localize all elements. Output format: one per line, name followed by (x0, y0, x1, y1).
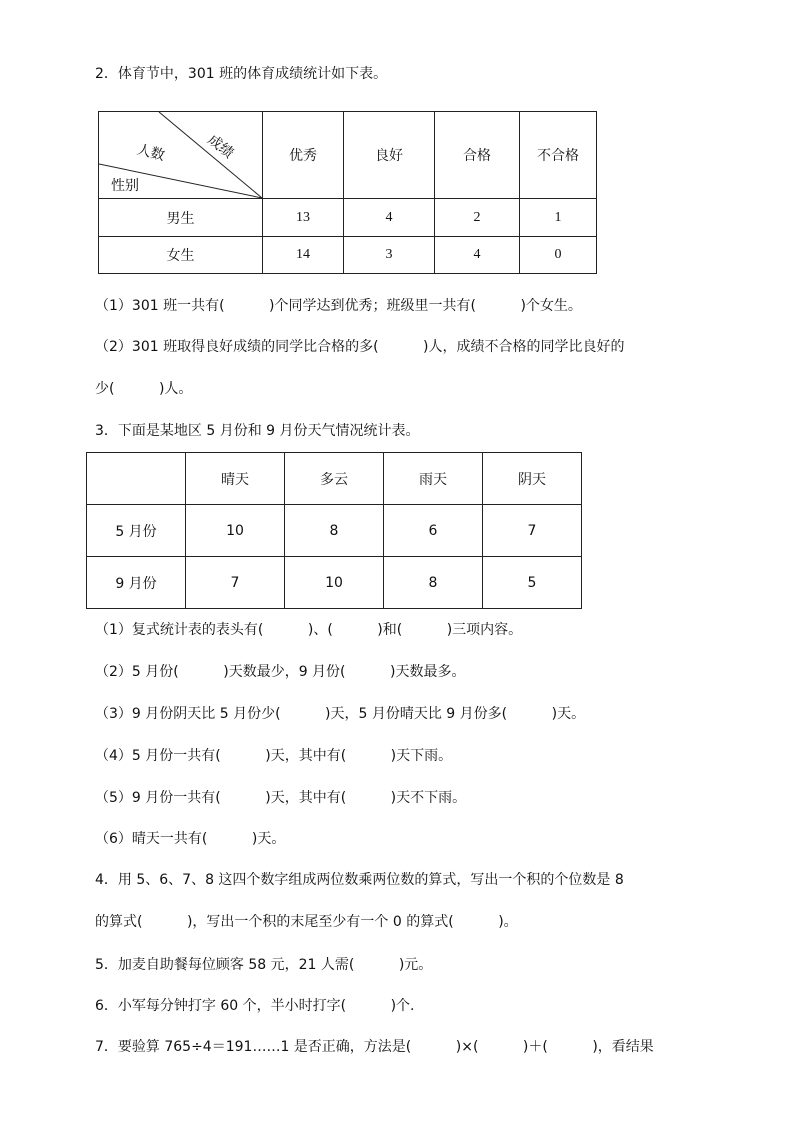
table-cell: 5 (483, 557, 582, 609)
q7-line: 7．要验算 765÷4＝191……1 是否正确，方法是( )×( )＋( )，看结果 (95, 1039, 654, 1055)
col-header: 晴天 (186, 453, 285, 505)
table-row (87, 557, 582, 609)
col-header: 良好 (344, 112, 435, 199)
table-cell: 13 (263, 199, 344, 237)
row-label: 9 月份 (87, 557, 186, 609)
q5-line: 5．加麦自助餐每位顾客 58 元，21 人需( )元。 (95, 957, 433, 973)
q2-sub2-line1: （2）301 班取得良好成绩的同学比合格的多( )人，成绩不合格的同学比良好的 (95, 339, 625, 355)
q3-intro: 3．下面是某地区 5 月份和 9 月份天气情况统计表。 (95, 423, 420, 439)
table-cell: 8 (285, 505, 384, 557)
col-header: 不合格 (520, 112, 597, 199)
q3-sub1: （1）复式统计表的表头有( )、( )和( )三项内容。 (95, 622, 523, 638)
table-cell: 3 (344, 237, 435, 274)
col-header: 阴天 (483, 453, 582, 505)
diag-top-label: 成绩 (204, 131, 237, 162)
col-header: 多云 (285, 453, 384, 505)
table-cell: 4 (344, 199, 435, 237)
table-cell: 10 (285, 557, 384, 609)
row-label: 5 月份 (87, 505, 186, 557)
q3-sub2: （2）5 月份( )天数最少，9 月份( )天数最多。 (95, 664, 466, 680)
table-cell: 1 (520, 199, 597, 237)
col-header: 优秀 (263, 112, 344, 199)
row-label: 男生 (99, 199, 263, 237)
table-cell: 10 (186, 505, 285, 557)
q3-sub5: （5）9 月份一共有( )天，其中有( )天不下雨。 (95, 790, 467, 806)
table-cell: 4 (435, 237, 520, 274)
diagonal-header-cell (99, 112, 263, 199)
q3-sub4: （4）5 月份一共有( )天，其中有( )天下雨。 (95, 748, 453, 764)
q3-sub6: （6）晴天一共有( )天。 (95, 831, 286, 847)
col-header: 合格 (435, 112, 520, 199)
table-cell: 2 (435, 199, 520, 237)
q4-line2: 的算式( )，写出一个积的末尾至少有一个 0 的算式( )。 (95, 914, 518, 930)
table-cell: 14 (263, 237, 344, 274)
diag-middle-label: 人数 (135, 141, 167, 165)
table-cell: 7 (186, 557, 285, 609)
table-row (99, 237, 597, 274)
q4-line1: 4．用 5、6、7、8 这四个数字组成两位数乘两位数的算式，写出一个积的个位数是 8 (95, 872, 624, 888)
table-cell: 7 (483, 505, 582, 557)
row-label: 女生 (99, 237, 263, 274)
q2-intro: 2．体育节中，301 班的体育成绩统计如下表。 (95, 66, 388, 82)
q2-sub2-line2: 少( )人。 (95, 381, 193, 397)
table-cell: 6 (384, 505, 483, 557)
weather-table (86, 452, 582, 609)
table-row (99, 199, 597, 237)
table-cell: 0 (520, 237, 597, 274)
table-cell: 8 (384, 557, 483, 609)
pe-score-table (98, 111, 597, 274)
table-row (87, 505, 582, 557)
q6-line: 6．小军每分钟打字 60 个，半小时打字( )个. (95, 998, 415, 1014)
col-header: 雨天 (384, 453, 483, 505)
q3-sub3: （3）9 月份阴天比 5 月份少( )天，5 月份晴天比 9 月份多( )天。 (95, 706, 586, 722)
empty-header-cell (87, 453, 186, 505)
diag-bottom-label: 性别 (111, 178, 139, 194)
q2-sub1: （1）301 班一共有( )个同学达到优秀；班级里一共有( )个女生。 (95, 298, 582, 314)
